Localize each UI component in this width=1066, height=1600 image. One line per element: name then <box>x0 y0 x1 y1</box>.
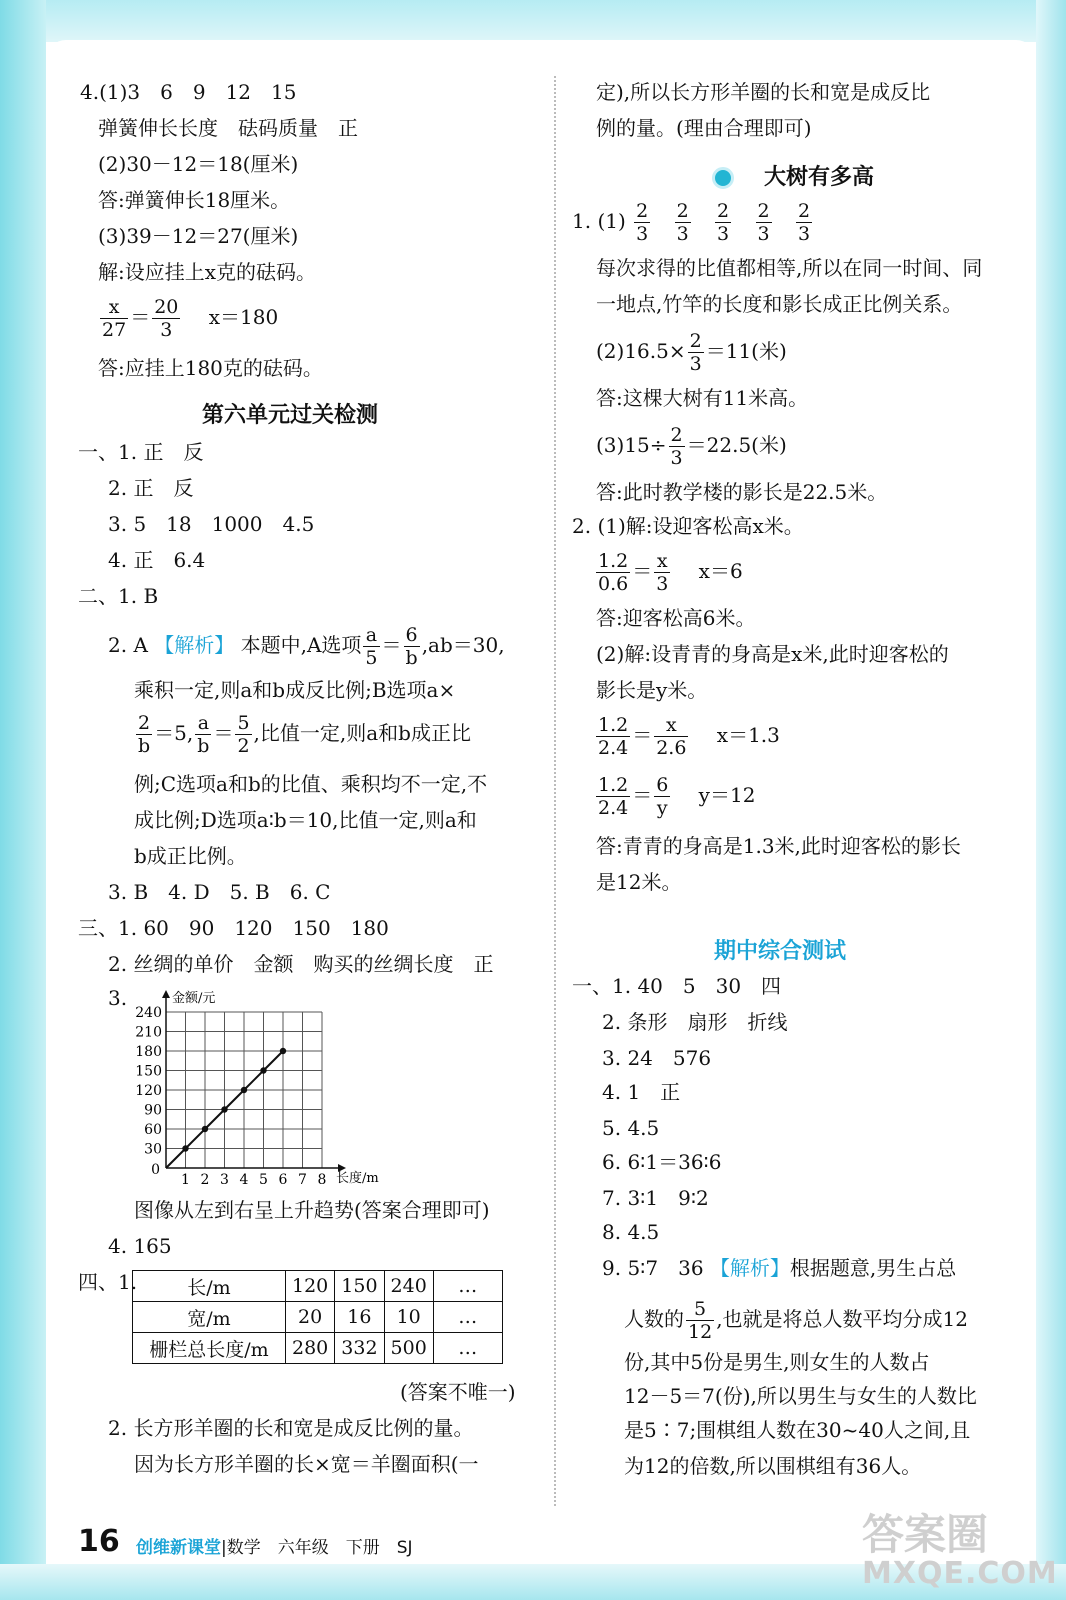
chart-y-tick-label: 150 <box>135 1063 162 1080</box>
chart-x-axis-label: 长度/m <box>336 1171 379 1186</box>
chart-data-point <box>202 1126 208 1132</box>
answer-4-3-reply: 答:应挂上180克的砝码。 <box>98 356 323 380</box>
mid-1-1: 一、1. 40 5 30 四 <box>572 974 782 998</box>
fence-table <box>132 1270 503 1364</box>
chart-x-tick-label: 2 <box>200 1172 210 1188</box>
section-bullet-icon <box>712 167 734 189</box>
mid-1-3: 3. 24 576 <box>602 1046 712 1070</box>
unit6-1-4: 4. 正 6.4 <box>108 548 206 572</box>
tree-2-2: (2)解:设青青的身高是x米,此时迎客松的 <box>596 642 949 666</box>
mid-1-2: 2. 条形 扇形 折线 <box>602 1010 788 1034</box>
chart-data-point <box>280 1048 286 1054</box>
answer-4-2-reply: 答:弹簧伸长18厘米。 <box>98 188 291 212</box>
table-cell: 10 <box>384 1302 433 1333</box>
table-cell: … <box>433 1271 502 1302</box>
mid-1-7: 7. 3∶1 9∶2 <box>602 1186 709 1210</box>
tree-1-line3: 一地点,竹竿的长度和影长成正比例关系。 <box>596 292 963 316</box>
tree-2-1-reply: 答:迎客松高6米。 <box>596 606 756 630</box>
tree-2-1-equation: $\frac{1.2}{0.6}$ ＝ $\frac{x}{3}$ x＝6 <box>598 550 743 595</box>
mid-1-9: 9. 5∶7 36 【解析】根据题意,男生占总 <box>602 1256 957 1280</box>
mid-1-9-line6: 为12的倍数,所以围棋组有36人。 <box>624 1454 922 1478</box>
unit6-3-3: 3. <box>108 986 128 1010</box>
chart-data-point <box>260 1067 266 1073</box>
tree-2-2-equation1: $\frac{1.2}{2.4}$ ＝ $\frac{x}{2.6}$ x＝1.3 <box>598 714 780 759</box>
unit6-3-3-note: 图像从左到右呈上升趋势(答案合理即可) <box>134 1198 490 1222</box>
table-cell: 332 <box>335 1333 384 1364</box>
chart-y-tick-label: 120 <box>135 1083 162 1099</box>
tree-1-2: (2)16.5× $\frac{2}{3}$ ＝11(米) <box>596 330 787 375</box>
mid-1-9-line4: 12－5＝7(份),所以男生与女生的人数比 <box>624 1384 977 1408</box>
unit6-2-2-line2: 乘积一定,则a和b成反比例;B选项a× <box>134 678 456 702</box>
page-border-right <box>1036 0 1066 1600</box>
chart-y-arrow <box>162 990 170 998</box>
mid-1-9-line5: 是5∶7;围棋组人数在30~40人之间,且 <box>624 1418 971 1442</box>
chart-y-tick-label: 180 <box>135 1044 162 1060</box>
tree-2-2-line2: 影长是y米。 <box>596 678 708 702</box>
section-title-tree: 大树有多高 <box>712 160 874 191</box>
chart-origin-label: 0 <box>151 1162 160 1178</box>
chart-y-tick-label: 30 <box>144 1141 162 1158</box>
mid-1-9-line3: 份,其中5份是男生,则女生的人数占 <box>624 1350 930 1374</box>
table-cell: 280 <box>286 1333 335 1364</box>
page-number: 16 <box>78 1524 120 1559</box>
tree-1-3: (3)15÷ $\frac{2}{3}$ ＝22.5(米) <box>596 424 787 469</box>
chart-data-point <box>182 1145 188 1151</box>
answer-4-3-setup: 解:设应挂上x克的砝码。 <box>98 260 317 284</box>
table-cell: 16 <box>335 1302 384 1333</box>
line-chart <box>128 988 398 1188</box>
chart-x-tick-label: 7 <box>298 1172 307 1188</box>
chart-y-tick-label: 90 <box>144 1102 162 1119</box>
page-border-left <box>0 0 46 1600</box>
watermark-logo: 答案圈 MXQE.COM <box>862 1510 1058 1591</box>
table-cell: 栅栏总长度/m <box>133 1333 286 1364</box>
chart-x-tick-label: 8 <box>317 1172 327 1188</box>
section-title-midterm: 期中综合测试 <box>714 939 847 964</box>
table-note: (答案不唯一) <box>400 1380 516 1404</box>
footer-book-info: 创维新课堂|数学 六年级 下册 SJ <box>136 1538 413 1558</box>
unit6-3-2: 2. 丝绸的单价 金额 购买的丝绸长度 正 <box>108 952 494 976</box>
unit6-4-2-line1: 2. 长方形羊圈的长和宽是成反比例的量。 <box>108 1416 474 1440</box>
unit6-2-2-line4: 例;C选项a和b的比值、乘积均不一定,不 <box>134 772 488 796</box>
answer-4-3: (3)39－12＝27(厘米) <box>98 224 299 248</box>
answer-4-3-equation: $\frac{x}{27}$ ＝ $\frac{20}{3}$ x＝180 <box>102 296 279 341</box>
unit6-2-1: 二、1. B <box>78 584 159 608</box>
chart-y-tick-label: 240 <box>135 1005 162 1021</box>
chart-x-tick-label: 3 <box>220 1172 229 1188</box>
unit6-2-3to6: 3. B 4. D 5. B 6. C <box>108 880 331 904</box>
chart-x-tick-label: 4 <box>239 1172 249 1188</box>
tree-1-1: 1. (1) $\frac{2}{3}$ $\frac{2}{3}$ $\frac{2}{3}$ $\frac{2}{3}$ $\frac{2}{3}$ <box>572 200 811 245</box>
chart-y-tick-label: 60 <box>144 1122 162 1138</box>
column-divider <box>554 76 556 1506</box>
table-cell: 500 <box>384 1333 433 1364</box>
unit6-3-1: 三、1. 60 90 120 150 180 <box>78 916 389 940</box>
chart-x-tick-label: 1 <box>181 1172 190 1188</box>
chart-y-tick-label: 210 <box>135 1024 162 1041</box>
mid-1-4: 4. 1 正 <box>602 1080 681 1104</box>
tree-1-line2: 每次求得的比值都相等,所以在同一时间、同 <box>596 256 983 280</box>
chart-y-axis-label: 金额/元 <box>172 991 216 1006</box>
tree-1-2-reply: 答:这棵大树有11米高。 <box>596 386 809 410</box>
chart-data-point <box>241 1087 247 1093</box>
right-continuation-1: 定),所以长方形羊圈的长和宽是成反比 <box>596 80 931 104</box>
unit6-2-2-line5: 成比例;D选项a∶b＝10,比值一定,则a和 <box>134 808 477 832</box>
table-cell: 240 <box>384 1271 433 1302</box>
mid-1-5: 5. 4.5 <box>602 1116 660 1140</box>
table-row <box>133 1333 503 1364</box>
table-cell: … <box>433 1333 502 1364</box>
page-border-top <box>0 0 1066 42</box>
section-title-unit6: 第六单元过关检测 <box>202 403 379 428</box>
unit6-3-4: 4. 165 <box>108 1234 172 1258</box>
table-row <box>133 1271 503 1302</box>
tree-2-2-reply: 答:青青的身高是1.3米,此时迎客松的影长 <box>596 834 961 858</box>
unit6-2-2-line3: $\frac{2}{b}$ ＝5, $\frac{a}{b}$ ＝ $\frac{5}{2}$ ,比值一定,则a和b成正比 <box>138 712 471 757</box>
table-cell: 20 <box>286 1302 335 1333</box>
chart-data-point <box>221 1106 227 1112</box>
mid-1-6: 6. 6∶1＝36∶6 <box>602 1150 722 1174</box>
chart-x-tick-label: 6 <box>278 1172 288 1188</box>
answer-4-1: 4.(1)3 6 9 12 15 <box>80 80 297 104</box>
table-row <box>133 1302 503 1333</box>
tree-2-2-equation2: $\frac{1.2}{2.4}$ ＝ $\frac{6}{y}$ y＝12 <box>598 774 756 819</box>
table-cell: … <box>433 1302 502 1333</box>
answer-4-1-words: 弹簧伸长长度 砝码质量 正 <box>98 116 358 140</box>
mid-1-8: 8. 4.5 <box>602 1220 660 1244</box>
mid-1-9-line2: 人数的 $\frac{5}{12}$ ,也就是将总人数平均分成12 <box>624 1298 968 1343</box>
right-continuation-2: 例的量。(理由合理即可) <box>596 116 812 140</box>
tree-2-2-reply-2: 是12米。 <box>596 870 682 894</box>
unit6-2-2: 2. A 【解析】 本题中,A选项 $\frac{a}{5}$ ＝ $\frac{6}{b}$ ,ab＝30, <box>108 624 505 669</box>
unit6-1-1: 一、1. 正 反 <box>78 440 204 464</box>
unit6-1-2: 2. 正 反 <box>108 476 194 500</box>
table-cell: 宽/m <box>133 1302 286 1333</box>
table-cell: 长/m <box>133 1271 286 1302</box>
table-cell: 120 <box>286 1271 335 1302</box>
unit6-1-3: 3. 5 18 1000 4.5 <box>108 512 315 536</box>
chart-x-tick-label: 5 <box>259 1172 268 1188</box>
answer-4-2: (2)30－12＝18(厘米) <box>98 152 299 176</box>
unit6-4-2-line2: 因为长方形羊圈的长×宽＝羊圈面积(一 <box>134 1452 479 1476</box>
tree-2-1: 2. (1)解:设迎客松高x米。 <box>572 514 804 538</box>
table-cell: 150 <box>335 1271 384 1302</box>
unit6-4-1: 四、1. <box>78 1270 138 1294</box>
tree-1-3-reply: 答:此时教学楼的影长是22.5米。 <box>596 480 888 504</box>
unit6-2-2-line6: b成正比例。 <box>134 844 247 868</box>
